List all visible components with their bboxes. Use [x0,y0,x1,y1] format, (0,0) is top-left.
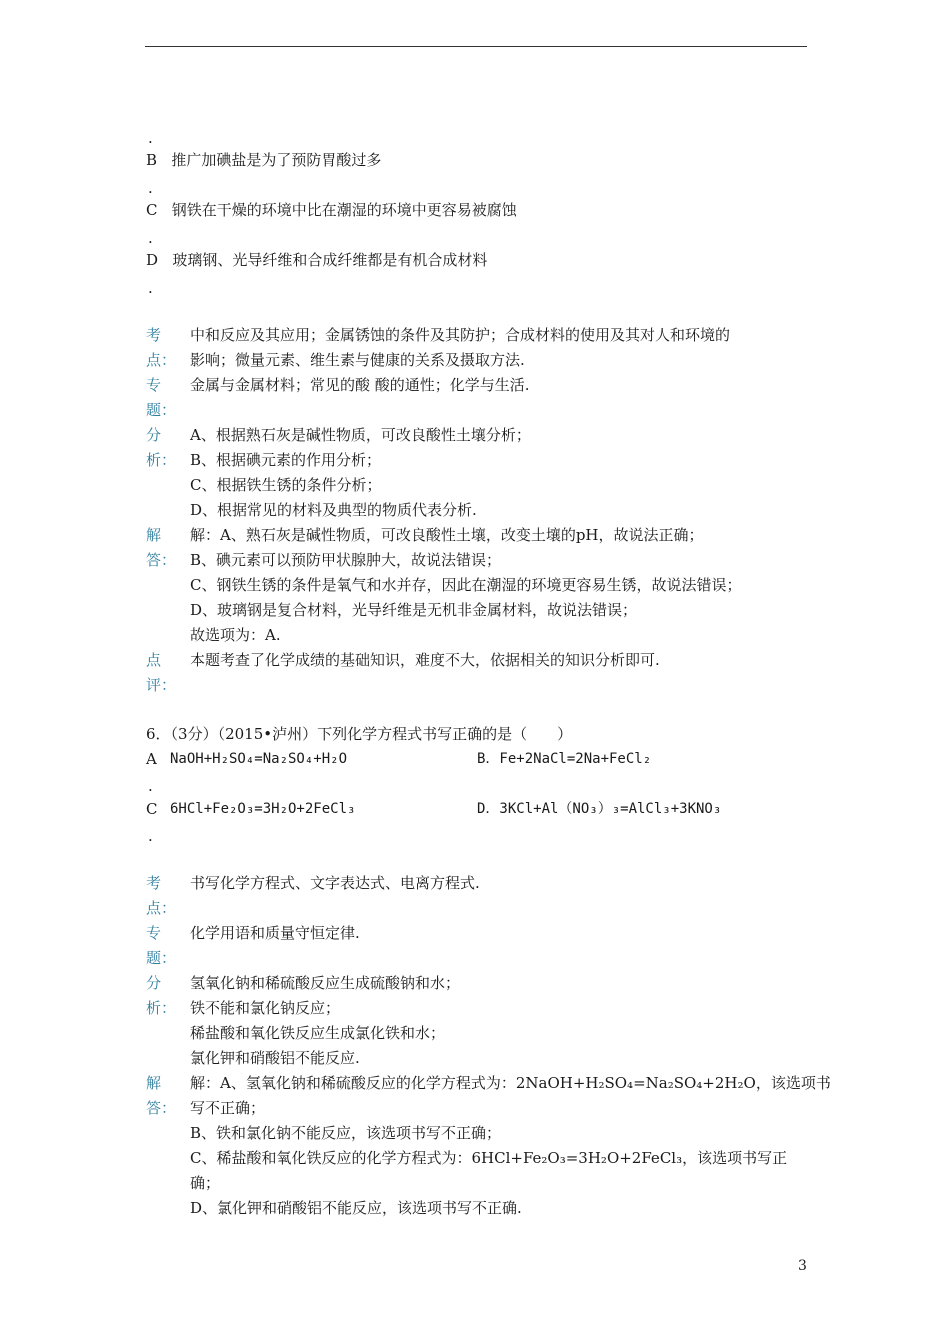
kaodian-label: 考 [146,874,162,892]
jieda-text: B、铁和氯化钠不能反应，该选项书写不正确； [190,1124,502,1142]
option-dot: . [148,129,153,147]
dianping-label: 评： [146,676,177,694]
q5-option-d: D 玻璃钢、光导纤维和合成纤维都是有机合成材料 [146,251,488,269]
jieda-text: B、碘元素可以预防甲状腺肿大，故说法错误； [190,551,502,569]
zhuanti-label: 题： [146,401,177,419]
q6-option-c-letter: C [146,800,158,818]
option-dot: . [148,179,153,197]
q5-option-c: C 钢铁在干燥的环境中比在潮湿的环境中更容易被腐蚀 [146,201,517,219]
jieda-text: C、钢铁生锈的条件是氧气和水并存，因此在潮湿的环境更容易生锈，故说法错误； [190,576,742,594]
header-rule [145,46,807,47]
option-dot: . [148,827,153,845]
page-number: 3 [798,1258,807,1274]
fenxi-label: 分 [146,426,162,444]
zhuanti-label: 专 [146,376,162,394]
jieda-label: 答： [146,551,177,569]
kaodian-text: 中和反应及其应用；金属锈蚀的条件及其防护；合成材料的使用及其对人和环境的 [190,326,731,344]
jieda-label: 解 [146,526,162,544]
jieda-text: D、玻璃钢是复合材料，光导纤维是无机非金属材料，故说法错误； [190,601,638,619]
kaodian-text: 书写化学方程式、文字表达式、电离方程式. [190,874,480,892]
fenxi-label: 析： [146,999,177,1017]
fenxi-text: 氯化钾和硝酸铝不能反应. [190,1049,360,1067]
q6-option-d: D．3KCl+Al（NO₃）₃=AlCl₃+3KNO₃ [477,801,722,817]
dianping-label: 点 [146,651,162,669]
zhuanti-text: 化学用语和质量守恒定律. [190,924,360,942]
kaodian-label: 点： [146,351,177,369]
option-dot: . [148,279,153,297]
jieda-text: 写不正确； [190,1099,266,1117]
jieda-label: 答： [146,1099,177,1117]
kaodian-label: 考 [146,326,162,344]
zhuanti-label: 题： [146,949,177,967]
kaodian-label: 点： [146,899,177,917]
fenxi-text: C、根据铁生锈的条件分析； [190,476,382,494]
fenxi-text: 铁不能和氯化钠反应； [190,999,341,1017]
fenxi-label: 分 [146,974,162,992]
jieda-label: 解 [146,1074,162,1092]
fenxi-text: 氢氧化钠和稀硫酸反应生成硫酸钠和水； [190,974,461,992]
q6-option-c: 6HCl+Fe₂O₃=3H₂O+2FeCl₃ [170,801,356,817]
q5-option-b: B 推广加碘盐是为了预防胃酸过多 [146,151,382,169]
zhuanti-label: 专 [146,924,162,942]
dianping-text: 本题考查了化学成绩的基础知识，难度不大，依据相关的知识分析即可. [190,651,660,669]
fenxi-label: 析： [146,451,177,469]
q6-title: 6．（3分）（2015•泸州）下列化学方程式书写正确的是（ ） [146,725,573,743]
fenxi-text: D、根据常见的材料及典型的物质代表分析. [190,501,477,519]
fenxi-text: 稀盐酸和氧化铁反应生成氯化铁和水； [190,1024,446,1042]
jieda-text: 解：A、氢氧化钠和稀硫酸反应的化学方程式为：2NaOH+H₂SO₄=Na₂SO₄+2H₂O，该选项书 [190,1074,831,1092]
q6-option-a: NaOH+H₂SO₄=Na₂SO₄+H₂O [170,751,348,767]
jieda-text: 确； [190,1174,221,1192]
option-dot: . [148,777,153,795]
jieda-text: 解：A、熟石灰是碱性物质，可改良酸性土壤，改变土壤的pH，故说法正确； [190,526,704,544]
option-dot: . [148,229,153,247]
jieda-text: 故选项为：A. [190,626,281,644]
kaodian-text: 影响；微量元素、维生素与健康的关系及摄取方法. [190,351,525,369]
zhuanti-text: 金属与金属材料；常见的酸 酸的通性；化学与生活. [190,376,530,394]
fenxi-text: B、根据碘元素的作用分析； [190,451,382,469]
q6-option-a-letter: A [146,750,157,768]
jieda-text: C、稀盐酸和氧化铁反应的化学方程式为：6HCl+Fe₂O₃=3H₂O+2FeCl₃，该选项书写正 [190,1149,788,1167]
fenxi-text: A、根据熟石灰是碱性物质，可改良酸性土壤分析； [190,426,531,444]
q6-option-b: B．Fe+2NaCl=2Na+FeCl₂ [477,751,652,767]
jieda-text: D、氯化钾和硝酸铝不能反应，该选项书写不正确. [190,1199,522,1217]
